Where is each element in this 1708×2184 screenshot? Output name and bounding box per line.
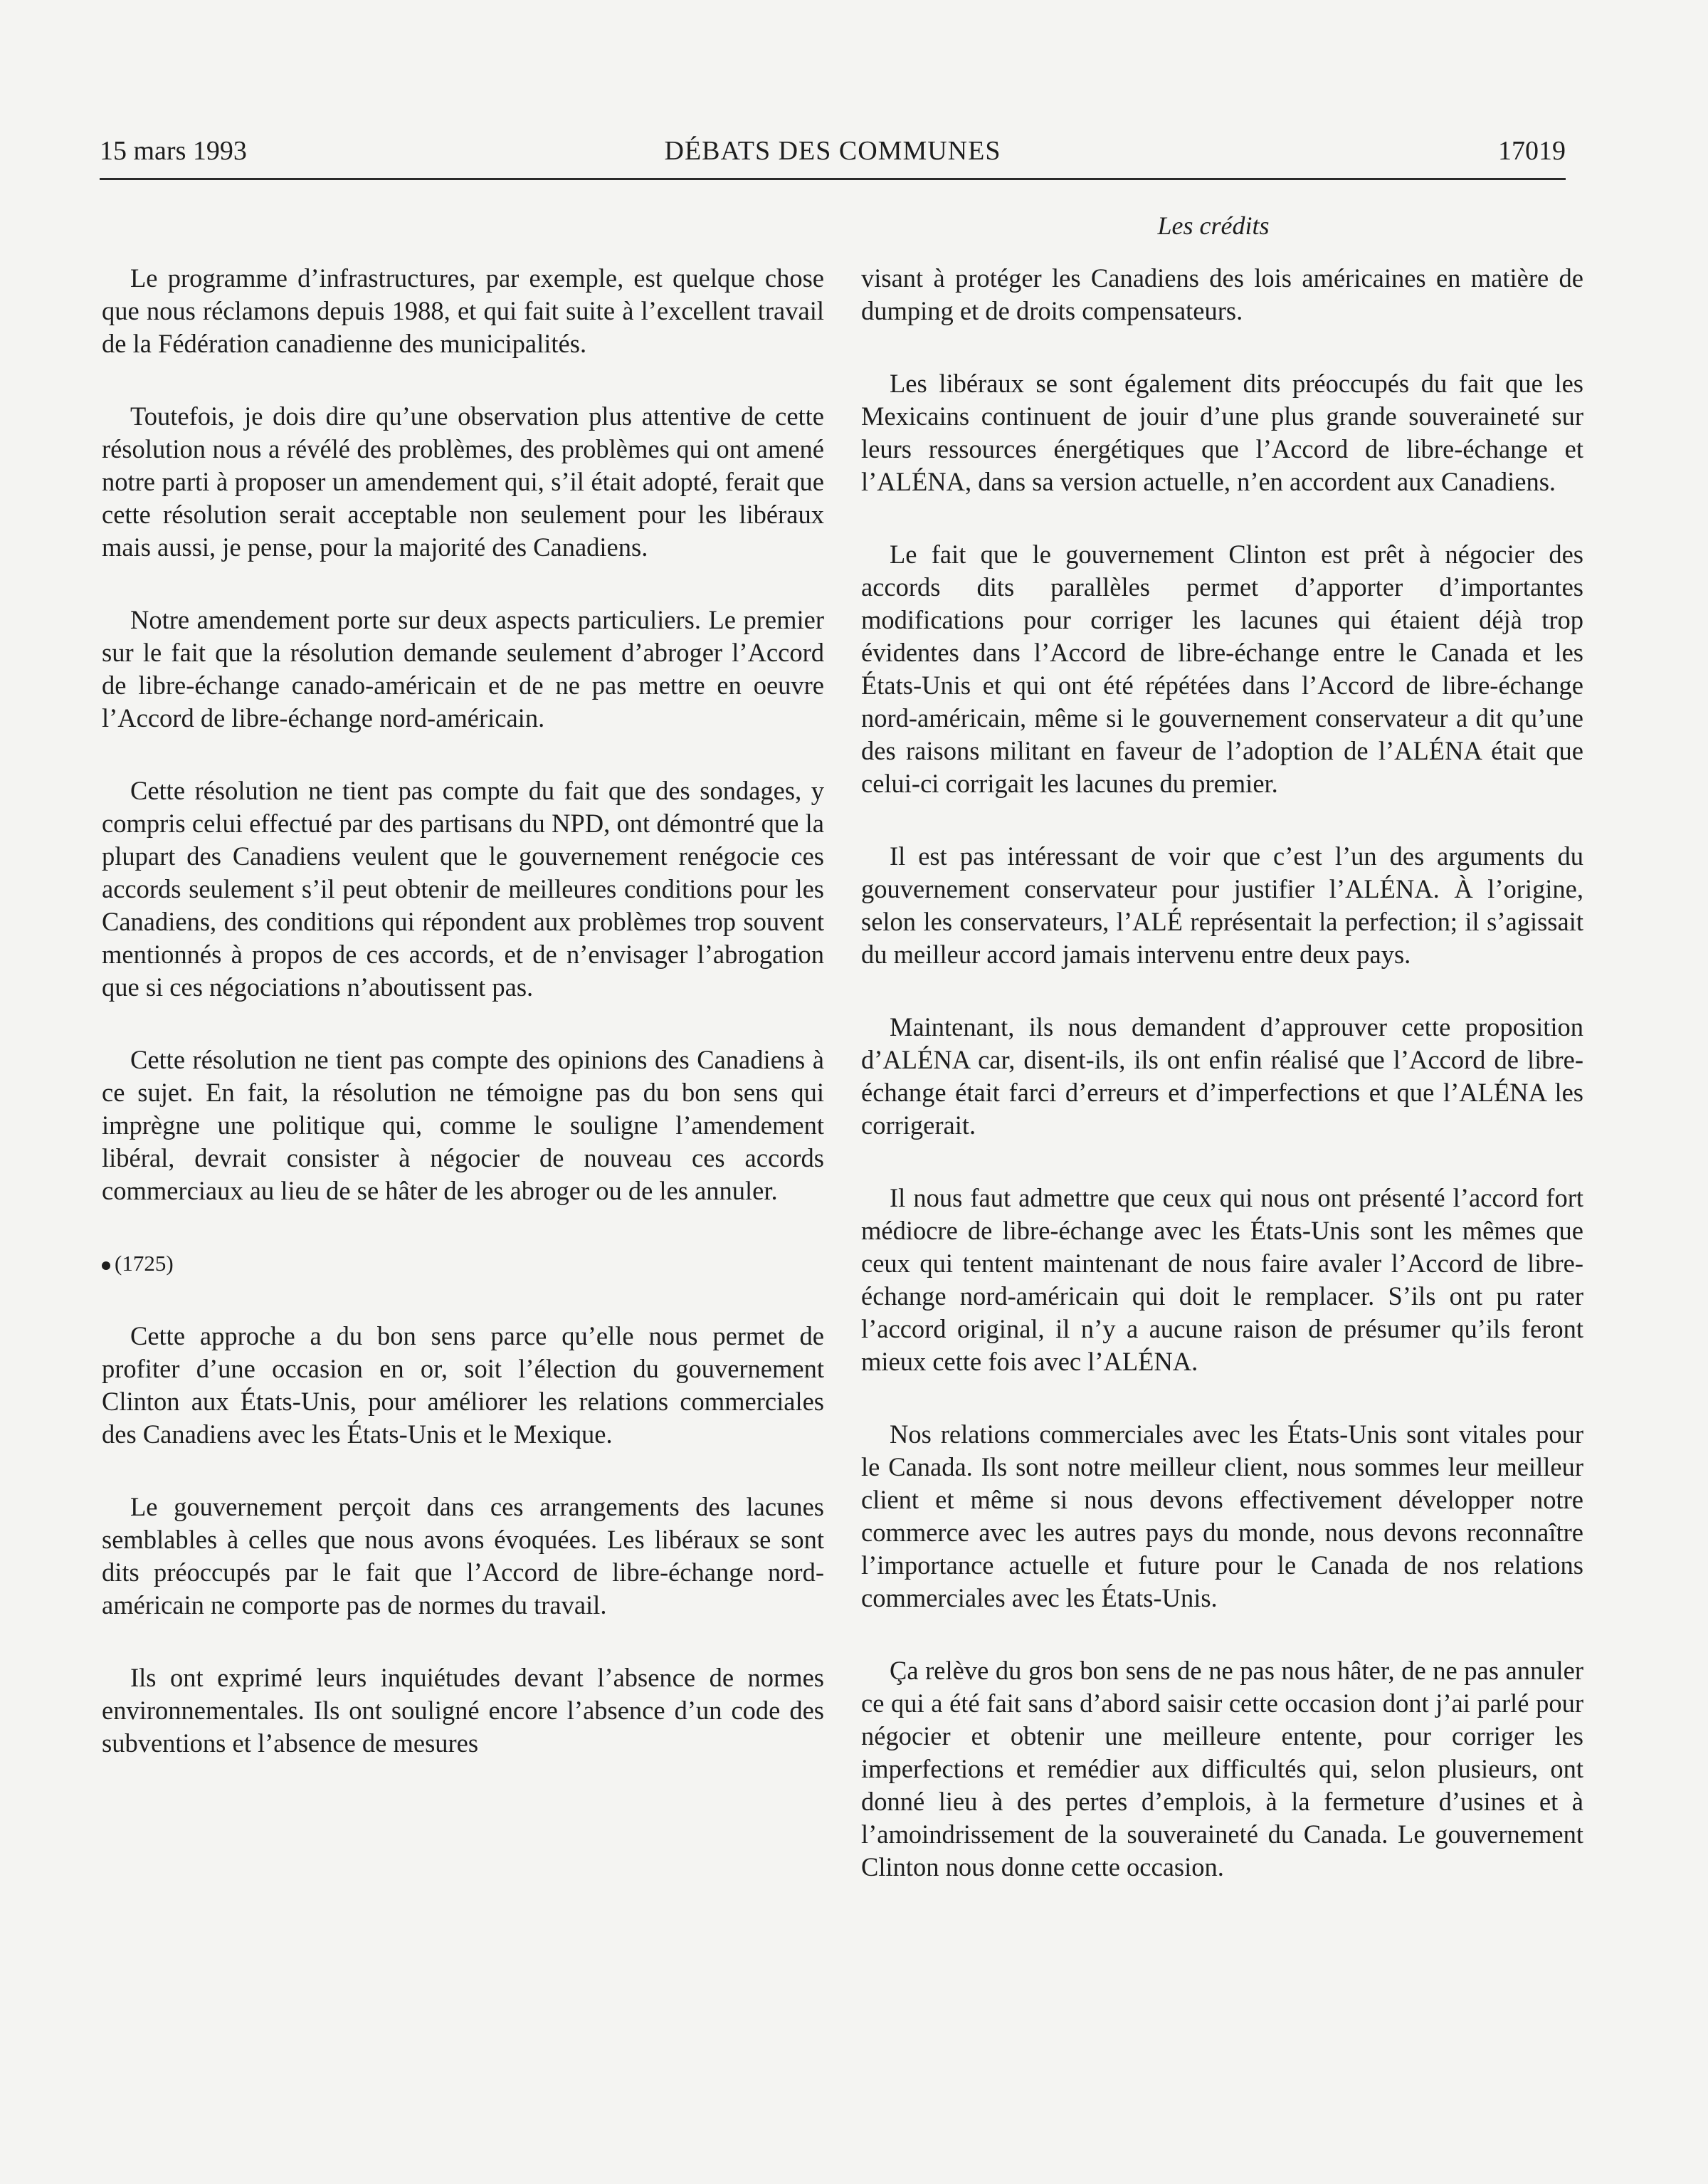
header-date: 15 mars 1993 — [100, 136, 247, 166]
page-header — [100, 135, 1566, 178]
paragraph: Il est pas intéressant de voir que c’est l’un des arguments du gouvernement conservateur pour justifier l’ALÉNA. À l’origine, selon les conservateurs, l’ALÉ représentait la perfection; il s’agissait du meilleur accord jamais intervenu entre deux pays. — [861, 841, 1583, 969]
paragraph: Cette résolution ne tient pas compte du fait que des sondages, y compris celui effectué par des partisans du NPD, ont démontré que la plupart des Canadiens veulent que le gouvernement renégocie ces accords seulement s’il peut obtenir de meilleures conditions pour les Canadiens, des conditions qui répondent aux problèmes trop souvent mentionnés à propos de ces accords, et de n’envisager l’abrogation que si ces négociations n’aboutissent pas. — [102, 776, 824, 1002]
header-title: DÉBATS DES COMMUNES — [664, 136, 1001, 166]
paragraph: Ça relève du gros bon sens de ne pas nous hâter, de ne pas annuler ce qui a été fait sans d’abord saisir cette occasion dont j’ai parlé pour négocier et obtenir une meilleure entente, pour corriger les imperfections et remédier aux difficultés qui, selon plusieurs, ont donné lieu à des pertes d’emplois, à la fermeture d’usines et à l’amoindrissement de la souveraineté du Canada. Le gouvernement Clinton nous donne cette occasion. — [861, 1656, 1583, 1881]
time-marker — [102, 1247, 824, 1280]
bullet-icon — [102, 1261, 110, 1270]
paragraph: Il nous faut admettre que ceux qui nous ont présenté l’accord fort médiocre de libre-échange avec les États-Unis sont les mêmes que ceux qui tentent maintenant de nous faire avaler l’Accord de libre-échange nord-américain qui doit le remplacer. S’ils ont pu rater l’accord original, il n’y a aucune raison de présumer qu’ils feront mieux cette fois avec l’ALÉNA. — [861, 1183, 1583, 1376]
paragraph: Le programme d’infrastructures, par exemple, est quelque chose que nous réclamons depuis 1988, et qui fait suite à l’excellent travail de la Fédération canadienne des municipalités. — [102, 263, 824, 358]
paragraph: Ils ont exprimé leurs inquiétudes devant l’absence de normes environnementales. Ils ont souligné encore l’absence d’un code des subventions et l’absence de mesures — [102, 1663, 824, 1758]
paragraph: Cette résolution ne tient pas compte des opinions des Canadiens à ce sujet. En fait, la résolution ne témoigne pas du bon sens qui imprègne une politique qui, comme le souligne l’amendement libéral, devrait consister à négocier de nouveau ces accords commerciaux au lieu de se hâter de les abroger ou de les annuler. — [102, 1045, 824, 1205]
left-column — [102, 262, 824, 1800]
paragraph: Nos relations commerciales avec les États-Unis sont vitales pour le Canada. Ils sont notre meilleur client, nous sommes leur meilleur client et même si nous devons effectivement développer notre commerce avec les autres pays du monde, nous devons reconnaître l’importance actuelle et future pour le Canada de nos relations commerciales avec les États-Unis. — [861, 1419, 1583, 1612]
header-page-number: 17019 — [1498, 136, 1566, 166]
paragraph: Le fait que le gouvernement Clinton est prêt à négocier des accords dits parallèles permet d’apporter d’importantes modifications pour corriger les lacunes qui étaient déjà trop évidentes dans l’Accord de libre-échange entre le Canada et les États-Unis et qui ont été répétées dans l’Accord de libre-échange nord-américain, même si le gouvernement conservateur a dit qu’une des raisons militant en faveur de l’adoption de l’ALÉNA était que celui-ci corrigait les lacunes du premier. — [861, 540, 1583, 798]
paragraph: Les libéraux se sont également dits préoccupés du fait que les Mexicains continuent de jouir d’une plus grande souveraineté sur leurs ressources énergétiques que l’Accord de libre-échange et l’ALÉNA, dans sa version actuelle, n’en accordent aux Canadiens. — [861, 369, 1583, 496]
right-column — [861, 262, 1583, 1923]
paragraph: Toutefois, je dois dire qu’une observation plus attentive de cette résolution nous a révélé des problèmes, des problèmes qui ont amené notre parti à proposer un amendement qui, s’il était adopté, ferait que cette résolution serait acceptable non seulement pour les libéraux mais aussi, je pense, pour la majorité des Canadiens. — [102, 401, 824, 562]
paragraph: Maintenant, ils nous demandent d’approuver cette proposition d’ALÉNA car, disent-ils, ils ont enfin réalisé que l’Accord de libre-échange était farci d’erreurs et d’imperfections et que l’ALÉNA les corrigerait. — [861, 1012, 1583, 1140]
time-marker-text: (1725) — [115, 1251, 174, 1276]
section-heading: Les crédits — [1157, 211, 1270, 240]
paragraph: Notre amendement porte sur deux aspects particuliers. Le premier sur le fait que la résolution demande seulement d’abroger l’Accord de libre-échange canado-américain et de ne pas mettre en oeuvre l’Accord de libre-échange nord-américain. — [102, 605, 824, 733]
paragraph: visant à protéger les Canadiens des lois américaines en matière de dumping et de droits compensateurs. — [861, 263, 1583, 325]
header-rule — [100, 178, 1566, 180]
paragraph: Cette approche a du bon sens parce qu’elle nous permet de profiter d’une occasion en or, soit l’élection du gouvernement Clinton aux États-Unis, pour améliorer les relations commerciales des Canadiens avec les États-Unis et le Mexique. — [102, 1321, 824, 1449]
paragraph: Le gouvernement perçoit dans ces arrangements des lacunes semblables à celles que nous avons évoquées. Les libéraux se sont dits préoccupés par le fait que l’Accord de libre-échange nord-américain ne comporte pas de normes du travail. — [102, 1492, 824, 1619]
